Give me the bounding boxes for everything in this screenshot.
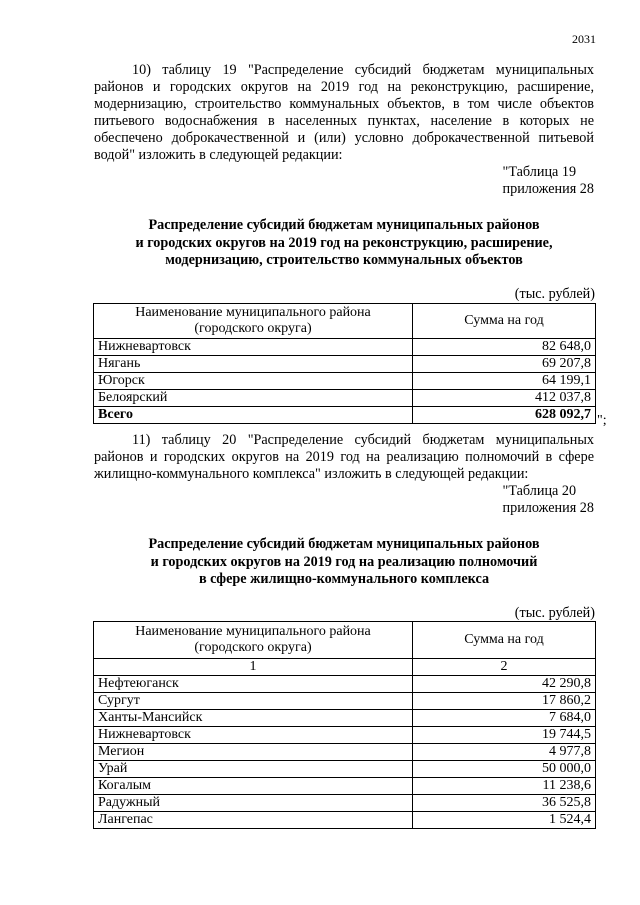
table-row xyxy=(94,390,596,407)
row-amount: 69 207,8 xyxy=(413,356,596,373)
row-amount: 4 977,8 xyxy=(413,744,596,761)
column-number-1: 1 xyxy=(94,659,413,676)
table-20-caption-line1: "Таблица 20 xyxy=(502,483,577,499)
table-19-heading-line: Распределение субсидий бюджетам муниципальных районов xyxy=(148,217,540,233)
table-row xyxy=(94,795,596,812)
table-19-heading-line: и городских округов на 2019 год на реконструкцию, расширение, xyxy=(135,234,553,251)
row-name: Нижневартовск xyxy=(94,339,413,356)
table-row xyxy=(94,778,596,795)
table-19-units: (тыс. рублей) xyxy=(514,286,595,302)
column-number-row xyxy=(94,659,596,676)
table-19-caption-line1: "Таблица 19 xyxy=(502,164,577,180)
table-row xyxy=(94,710,596,727)
row-amount: 64 199,1 xyxy=(413,373,596,390)
table-row xyxy=(94,744,596,761)
column-header-name-line1: Наименование муниципального района xyxy=(135,305,371,320)
table-row xyxy=(94,339,596,356)
table-20-heading-line: и городских округов на 2019 год на реализацию полномочий xyxy=(150,553,538,570)
column-header-name xyxy=(94,622,413,659)
table-20-units: (тыс. рублей) xyxy=(514,605,595,621)
row-name: Сургут xyxy=(94,693,413,710)
item-11-paragraph xyxy=(94,432,594,483)
row-amount: 11 238,6 xyxy=(413,778,596,795)
row-name: Нижневартовск xyxy=(94,727,413,744)
closing-quote-mark: "; xyxy=(597,413,607,428)
table-20-heading-line: Распределение субсидий бюджетам муниципальных районов xyxy=(148,536,540,552)
table-20-heading-line: в сфере жилищно-коммунального комплекса xyxy=(198,571,490,587)
table-header-row xyxy=(94,622,596,659)
table-20-caption-line2: приложения 28 xyxy=(502,500,594,516)
column-header-name-line2: (городского округа) xyxy=(194,321,312,336)
row-name: Мегион xyxy=(94,744,413,761)
table-19-heading-line: модернизацию, строительство коммунальных объектов xyxy=(165,252,523,268)
column-header-name xyxy=(94,304,413,339)
table-20-caption xyxy=(503,483,594,517)
row-name: Лангепас xyxy=(94,812,413,829)
table-row xyxy=(94,373,596,390)
row-name: Радужный xyxy=(94,795,413,812)
table-row xyxy=(94,761,596,778)
table-19-caption-line2: приложения 28 xyxy=(502,181,594,197)
column-header-amount: Сумма на год xyxy=(413,622,596,659)
row-name: Когалым xyxy=(94,778,413,795)
table-19 xyxy=(93,303,596,424)
table-total-row xyxy=(94,407,596,424)
row-name: Белоярский xyxy=(94,390,413,407)
row-name: Нягань xyxy=(94,356,413,373)
table-row xyxy=(94,693,596,710)
column-header-name-line1: Наименование муниципального района xyxy=(135,624,371,639)
item-10-paragraph xyxy=(94,62,594,164)
page-number: 2031 xyxy=(572,32,596,46)
table-row xyxy=(94,356,596,373)
row-amount: 1 524,4 xyxy=(413,812,596,829)
row-amount: 17 860,2 xyxy=(413,693,596,710)
row-amount: 19 744,5 xyxy=(413,727,596,744)
table-row xyxy=(94,727,596,744)
table-19-heading xyxy=(94,217,594,270)
table-20 xyxy=(93,621,596,829)
row-amount: 50 000,0 xyxy=(413,761,596,778)
row-name: Ханты-Мансийск xyxy=(94,710,413,727)
row-amount: 42 290,8 xyxy=(413,676,596,693)
row-name: Югорск xyxy=(94,373,413,390)
row-amount: 36 525,8 xyxy=(413,795,596,812)
item-10-text: 10) таблицу 19 "Распределение субсидий бюджетам муниципальных районов и городских округов на 2019 год на реконструкцию, расширение, модернизацию, строительство коммунальных объектов, в том числе объектов питьевого водоснабжения в населенных пунктах, население в которых не обеспечено доброкачественной и (или) условно доброкачественной питьевой водой" изложить в следующей редакции: xyxy=(94,62,594,163)
table-20-heading xyxy=(94,536,594,589)
column-number-2: 2 xyxy=(413,659,596,676)
table-19-caption xyxy=(503,164,594,198)
row-amount: 7 684,0 xyxy=(413,710,596,727)
table-header-row xyxy=(94,304,596,339)
row-name: Урай xyxy=(94,761,413,778)
row-name: Нефтеюганск xyxy=(94,676,413,693)
column-header-amount: Сумма на год xyxy=(413,304,596,339)
total-label: Всего xyxy=(94,407,413,424)
table-row xyxy=(94,812,596,829)
table-row xyxy=(94,676,596,693)
row-amount: 82 648,0 xyxy=(413,339,596,356)
column-header-name-line2: (городского округа) xyxy=(194,640,312,655)
total-amount: 628 092,7 xyxy=(413,407,596,424)
item-11-text: 11) таблицу 20 "Распределение субсидий бюджетам муниципальных районов и городских округов на 2019 год на реализацию полномочий в сфере жилищно-коммунального комплекса" изложить в следующей редакции: xyxy=(94,432,594,482)
row-amount: 412 037,8 xyxy=(413,390,596,407)
